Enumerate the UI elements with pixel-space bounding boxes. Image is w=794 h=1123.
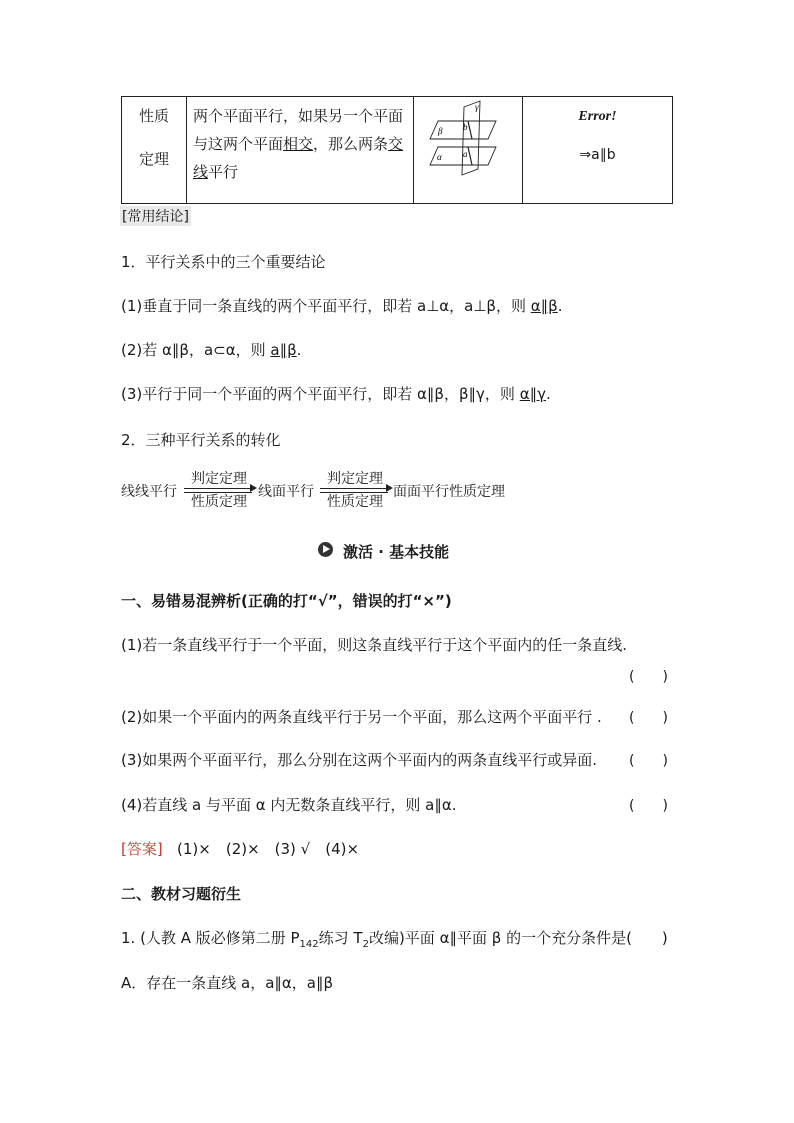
option-a: A．存在一条直线 a，a∥α，a∥β xyxy=(121,974,334,992)
question-3-blank: ( ) xyxy=(629,753,668,769)
property-label-cell xyxy=(122,97,187,204)
question-1-blank: ( ) xyxy=(629,669,668,685)
chain-bottom-label-1: 性质定理 xyxy=(191,494,247,510)
conclusion-1: (1)垂直于同一条直线的两个平面平行，即若 a⊥α，a⊥β，则 α∥β. xyxy=(121,297,563,315)
property-table xyxy=(121,96,673,204)
parallel-planes-figure xyxy=(414,97,522,203)
heading-transformation: 2．三种平行关系的转化 xyxy=(121,431,281,449)
chain-line-plane: 线面平行 xyxy=(258,484,314,500)
answer-line xyxy=(121,838,359,859)
question-1: (1)若一条直线平行于一个平面，则这条直线平行于这个平面内的任一条直线. xyxy=(121,636,628,654)
line-a xyxy=(468,147,472,165)
conclusion-3: (3)平行于同一个平面的两个平面平行，即若 α∥β，β∥γ，则 α∥γ. xyxy=(121,385,551,403)
symbol-error-text: Error! xyxy=(578,109,617,124)
property-label-line2: 定理 xyxy=(138,150,169,168)
label-beta: β xyxy=(438,126,443,136)
conclusion-1-result: α∥β xyxy=(530,297,558,315)
question-2: (2)如果一个平面内的两条直线平行于另一个平面，那么这两个平面平行 . xyxy=(121,708,602,726)
label-alpha: α xyxy=(437,152,442,162)
label-a: a xyxy=(463,149,468,159)
property-description-cell xyxy=(187,97,414,204)
label-b: b xyxy=(463,122,468,132)
chain-arrow-right-1 xyxy=(184,488,252,489)
chain-arrow-right-2 xyxy=(320,488,388,489)
property-figure-cell xyxy=(414,97,523,204)
part2-heading: 二、教材习题衍生 xyxy=(121,885,242,903)
property-description: 两个平面平行，如果另一个平面与这两个平面相交，那么两条交线平行 xyxy=(193,107,404,181)
conclusion-2: (2)若 α∥β，a⊂α，则 a∥β. xyxy=(121,341,302,359)
exercise-question: 1. (人教 A 版必修第二册 $P_{142}$练习 $T_2$改编)平面 α∥平面 β 的一个充分条件是( ) xyxy=(121,929,668,950)
heading-three-conclusions: 1．平行关系中的三个重要结论 xyxy=(121,253,326,271)
underlined-term-line: 交线 xyxy=(193,135,404,181)
section-title: 激活 · 基本技能 xyxy=(343,543,450,561)
property-symbol-cell xyxy=(523,97,673,204)
answer-values: (1)× (2)× (3) √ (4)× xyxy=(177,840,360,858)
property-label-line1: 性质 xyxy=(138,107,169,125)
question-3: (3)如果两个平面平行，那么分别在这两个平面内的两条直线平行或异面. xyxy=(121,751,598,769)
underlined-term-intersect: 相交 xyxy=(283,135,314,153)
answer-tag: [答案] xyxy=(121,840,163,858)
line-b xyxy=(468,121,472,139)
question-2-blank: ( ) xyxy=(629,710,668,726)
chain-top-label-1: 判定定理 xyxy=(191,471,247,487)
chain-top-label-2: 判定定理 xyxy=(327,471,383,487)
label-gamma: γ xyxy=(475,102,479,112)
question-4-blank: ( ) xyxy=(629,798,668,814)
common-conclusions-tag: [常用结论] xyxy=(120,206,191,226)
part1-heading: 一、易错易混辨析(正确的打“√”，错误的打“×”) xyxy=(121,592,452,610)
conclusion-2-result: a∥β xyxy=(270,341,297,359)
symbol-implies: ⇒a∥b xyxy=(579,147,616,163)
play-icon xyxy=(318,542,333,557)
plane-gamma xyxy=(462,101,480,175)
chain-plane-plane: 面面平行性质定理 xyxy=(393,484,505,500)
chain-bottom-label-2: 性质定理 xyxy=(327,494,383,510)
chain-line-line: 线线平行 xyxy=(121,484,177,500)
question-4: (4)若直线 a 与平面 α 内无数条直线平行，则 a∥α. xyxy=(121,796,457,814)
conclusion-3-result: α∥γ xyxy=(519,385,546,403)
